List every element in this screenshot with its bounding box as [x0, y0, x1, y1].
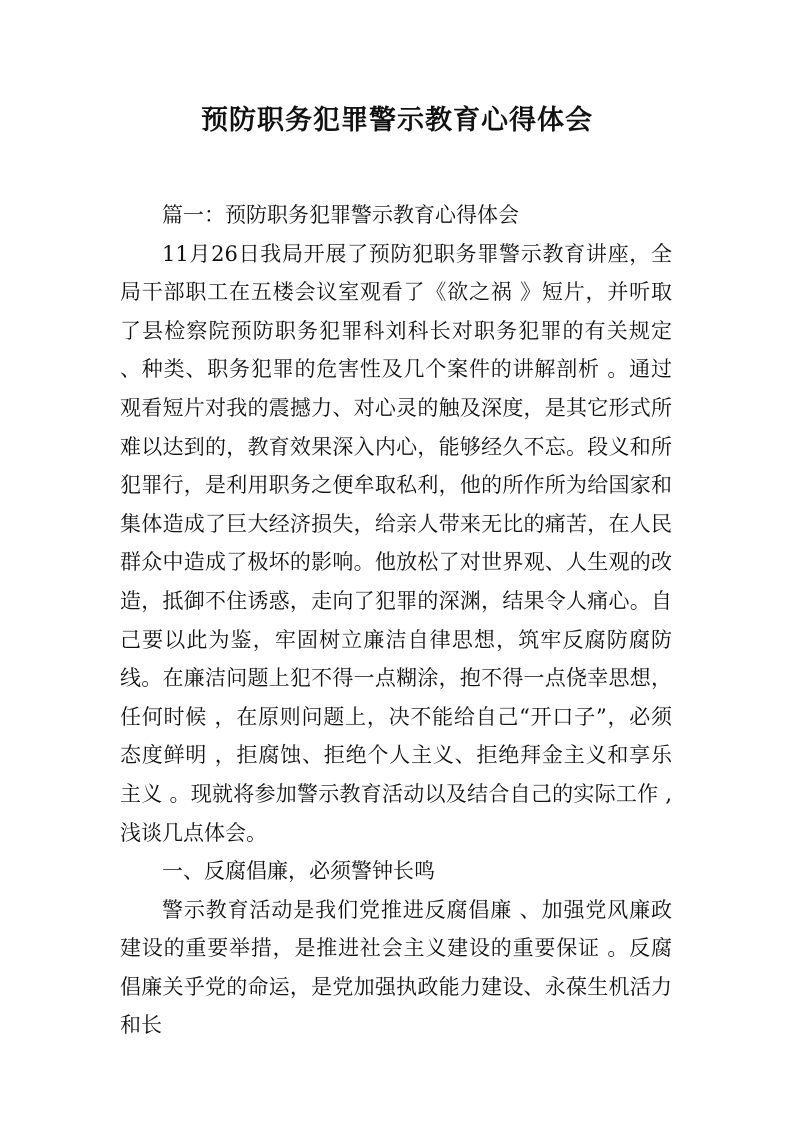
- body-paragraph: 警示教育活动是我们党推进反腐倡廉 、加强党风廉政建设的重要举措，是推进社会主义建设的重要保证 。反腐倡廉关乎党的命运，是党加强执政能力建设、永葆生机活力和长: [120, 897, 672, 1038]
- body-paragraph: 11月26日我局开展了预防犯职务罪警示教育讲座，全局干部职工在五楼会议室观看了《欲之祸 》短片，并听取了县检察院预防职务犯罪科刘科长对职务犯罪的有关规定 、种类、职务犯罪的危害性及几个案件的讲解剖析 。通过观看短片对我的震撼力、对心灵的触及深度，是其它形式所难以达到的，教育效果深入内心，能够经久不忘。段义和所犯罪行，是利用职务之便牟取私利，他的所作所为给国家和集体造成了巨大经济损失，给亲人带来无比的痛苦，在人民群众中造成了极坏的影响。他放松了对世界观、人生观的改造，抵御不住诱惑，走向了犯罪的深渊，结果令人痛心。自己要以此为鉴，牢固树立廉洁自律思想，筑牢反腐防腐防线。在廉洁问题上犯不得一点糊涂，抱不得一点侥幸思想，任何时候 ，在原则问题上，决不能给自己“开口子”，必须态度鲜明 ，拒腐蚀、拒绝个人主义、拒绝拜金主义和享乐主义 。现就将参加警示教育活动以及结合自己的实际工作 ,浅谈几点体会。: [120, 241, 672, 845]
- document-body: [120, 196, 672, 1045]
- document-title: 预防职务犯罪警示教育心得体会: [201, 105, 593, 136]
- section-heading: 一、反腐倡廉，必须警钟长鸣: [162, 859, 435, 884]
- section-heading: 篇一：预防职务犯罪警示教育心得体会: [162, 203, 519, 227]
